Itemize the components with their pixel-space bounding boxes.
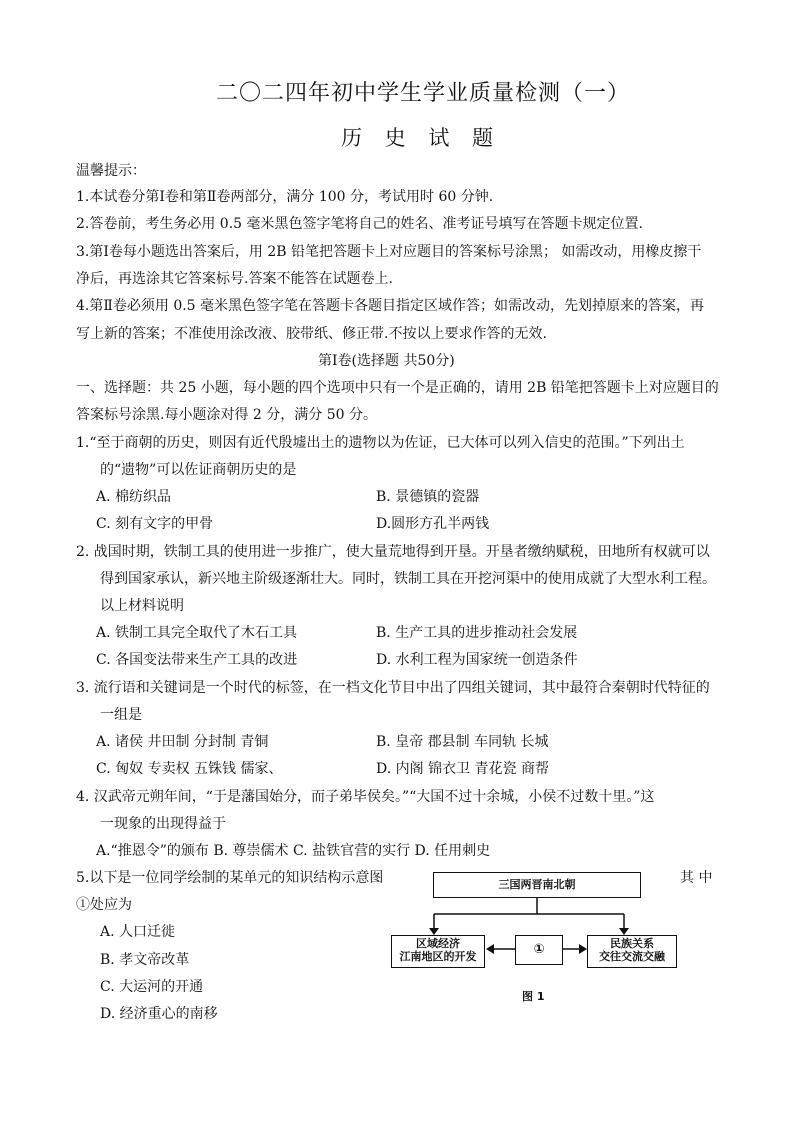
q1-option-a: A. 棉纺织品 bbox=[96, 489, 172, 505]
exam-subtitle: 历 史 试 题 bbox=[341, 126, 502, 150]
section-intro-line-1: 一、选择题：共 25 小题，每小题的四个选项中只有一个是正确的，请用 2B 铅笔把答题卡上对应题目的 bbox=[76, 380, 719, 396]
diagram-center-label: ① bbox=[533, 942, 545, 957]
q5-stem-line-2: ①处应为 bbox=[76, 897, 132, 913]
notes-heading: 温馨提示： bbox=[76, 163, 146, 179]
diagram-left-label-2: 江南地区的开发 bbox=[399, 950, 477, 963]
q3-stem-line-2: 一组是 bbox=[100, 707, 142, 723]
q2-stem-line-2: 得到国家承认，新兴地主阶级逐渐壮大。同时，铁制工具在开挖河渠中的使用成就了大型水利工程。 bbox=[100, 571, 716, 587]
diagram-right-label-2: 交往交流交融 bbox=[599, 950, 665, 963]
knowledge-structure-diagram bbox=[385, 866, 685, 1006]
exam-title: 二〇二四年初中学生学业质量检测（一） bbox=[216, 81, 631, 106]
diagram-top-label: 三国两晋南北朝 bbox=[498, 878, 576, 891]
q1-option-b: B. 景德镇的瓷器 bbox=[376, 489, 480, 505]
q4-stem-line-2: 一现象的出现得益于 bbox=[100, 816, 226, 832]
q3-stem-line-1: 3. 流行语和关键词是一个时代的标签，在一档文化节目中出了四组关键词，其中最符合秦朝时代特征的 bbox=[76, 680, 710, 696]
q3-option-a: A. 诸侯 井田制 分封制 青铜 bbox=[96, 734, 269, 750]
q5-option-a: A. 人口迁徙 bbox=[100, 924, 176, 940]
q5-stem-line-1: 5.以下是一位同学绘制的某单元的知识结构示意图 bbox=[76, 870, 384, 886]
diagram-caption: 图 1 bbox=[522, 990, 545, 1003]
q5-option-d: D. 经济重心的南移 bbox=[100, 1006, 218, 1022]
q1-stem-line-2: 的“遗物”可以佐证商朝历史的是 bbox=[100, 462, 297, 478]
note-3-line-2: 净后，再选涂其它答案标号.答案不能答在试题卷上. bbox=[76, 271, 393, 287]
section-heading: 第Ⅰ卷(选择题 共50分) bbox=[318, 353, 455, 369]
q5-option-b: B. 孝文帝改革 bbox=[100, 952, 190, 968]
note-3-line-1: 3.第Ⅰ卷每小题选出答案后，用 2B 铅笔把答题卡上对应题目的答案标号涂黑； 如需改动，用橡皮擦干 bbox=[76, 244, 702, 260]
q1-stem-line-1: 1.“至于商朝的历史，则因有近代殷墟出土的遗物以为佐证，已大体可以列入信史的范围。”下列出土 bbox=[76, 435, 685, 451]
diagram-left-label-1: 区域经济 bbox=[416, 937, 460, 950]
note-4-line-1: 4.第Ⅱ卷必须用 0.5 毫米黑色签字笔在答题卡各题目指定区域作答；如需改动，先划掉原来的答案，再 bbox=[76, 298, 705, 314]
note-4-line-2: 写上新的答案；不准使用涂改液、胶带纸、修正带.不按以上要求作答的无效. bbox=[76, 326, 547, 342]
note-1: 1.本试卷分第Ⅰ卷和第Ⅱ卷两部分，满分 100 分，考试用时 60 分钟. bbox=[76, 189, 494, 205]
q3-option-c: C. 匈奴 专卖权 五铢钱 儒家、 bbox=[96, 761, 283, 777]
section-intro-line-2: 答案标号涂黑.每小题涂对得 2 分，满分 50 分。 bbox=[76, 407, 377, 423]
q5-stem-tail: 其 中 bbox=[680, 870, 713, 886]
q2-stem-line-3: 以上材料说明 bbox=[100, 598, 184, 614]
q5-option-c: C. 大运河的开通 bbox=[100, 979, 204, 995]
diagram-center-box bbox=[515, 935, 563, 965]
diagram-top-box bbox=[433, 872, 641, 898]
q2-option-d: D. 水利工程为国家统一创造条件 bbox=[376, 652, 578, 668]
q1-option-d: D.圆形方孔半两钱 bbox=[376, 516, 490, 532]
q3-option-d: D. 内阁 锦衣卫 青花瓷 商帮 bbox=[376, 761, 549, 777]
q4-stem-line-1: 4. 汉武帝元朔年间，“于是藩国始分，而子弟毕侯矣。”“大国不过十余城，小侯不过数十里。”这 bbox=[76, 789, 655, 805]
note-2: 2.答卷前，考生务必用 0.5 毫米黑色签字笔将自己的姓名、准考证号填写在答题卡规定位置. bbox=[76, 216, 643, 232]
q3-option-b: B. 皇帝 郡县制 车同轨 长城 bbox=[376, 734, 549, 750]
diagram-left-box bbox=[391, 935, 485, 968]
diagram-right-box bbox=[587, 935, 677, 968]
q1-option-c: C. 刻有文字的甲骨 bbox=[96, 516, 214, 532]
q2-option-c: C. 各国变法带来生产工具的改进 bbox=[96, 652, 298, 668]
q2-stem-line-1: 2. 战国时期，铁制工具的使用进一步推广，使大量荒地得到开垦。开垦者缴纳赋税，田地所有权就可以 bbox=[76, 544, 710, 560]
q4-options: A.“推恩令”的颁布 B. 尊崇儒术 C. 盐铁官营的实行 D. 任用刺史 bbox=[96, 843, 491, 859]
q2-option-b: B. 生产工具的进步推动社会发展 bbox=[376, 625, 578, 641]
diagram-right-label-1: 民族关系 bbox=[610, 937, 654, 950]
q2-option-a: A. 铁制工具完全取代了木石工具 bbox=[96, 625, 298, 641]
